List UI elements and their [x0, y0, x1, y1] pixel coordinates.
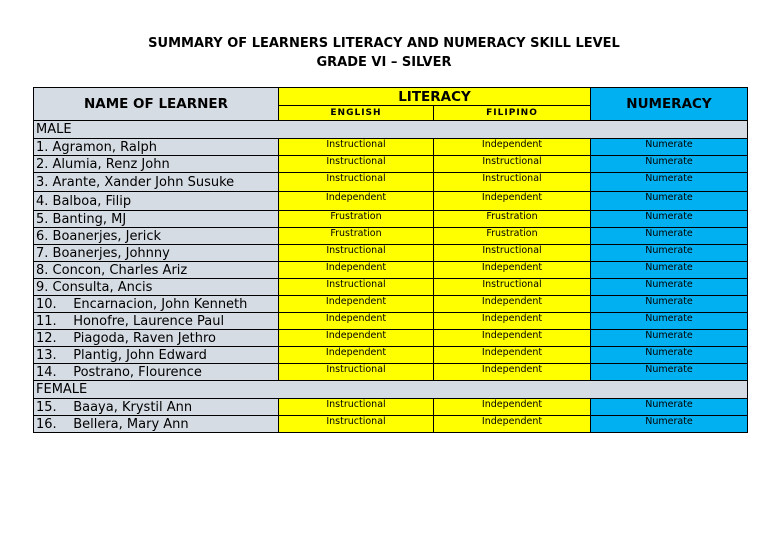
filipino-level-cell: Frustration — [434, 228, 591, 245]
filipino-level-cell: Independent — [434, 296, 591, 313]
table-row — [34, 399, 748, 416]
numeracy-level-cell: Numerate — [591, 313, 748, 330]
table-row — [34, 211, 748, 228]
summary-table — [33, 87, 748, 433]
learner-name-cell: 13. Plantig, John Edward — [34, 347, 279, 364]
english-level-cell: Instructional — [279, 279, 434, 296]
english-level-cell: Instructional — [279, 139, 434, 156]
table-row — [34, 296, 748, 313]
table-row — [34, 192, 748, 211]
table-row — [34, 245, 748, 262]
table-body — [34, 121, 748, 433]
english-level-cell: Independent — [279, 262, 434, 279]
filipino-level-cell: Frustration — [434, 211, 591, 228]
group-label: FEMALE — [34, 381, 748, 399]
numeracy-level-cell: Numerate — [591, 139, 748, 156]
learner-name-cell: 15. Baaya, Krystil Ann — [34, 399, 279, 416]
learner-name-cell: 8. Concon, Charles Ariz — [34, 262, 279, 279]
learner-name-cell: 3. Arante, Xander John Susuke — [34, 173, 279, 192]
english-level-cell: Independent — [279, 313, 434, 330]
table-row — [34, 228, 748, 245]
header-english: ENGLISH — [279, 106, 434, 121]
numeracy-level-cell: Numerate — [591, 296, 748, 313]
learner-name-cell: 9. Consulta, Ancis — [34, 279, 279, 296]
english-level-cell: Instructional — [279, 416, 434, 433]
table-row — [34, 416, 748, 433]
filipino-level-cell: Independent — [434, 399, 591, 416]
learner-name-cell: 10. Encarnacion, John Kenneth — [34, 296, 279, 313]
filipino-level-cell: Instructional — [434, 279, 591, 296]
numeracy-level-cell: Numerate — [591, 399, 748, 416]
numeracy-level-cell: Numerate — [591, 228, 748, 245]
learner-name-cell: 14. Postrano, Flourence — [34, 364, 279, 381]
table-row — [34, 156, 748, 173]
numeracy-level-cell: Numerate — [591, 330, 748, 347]
table-row — [34, 279, 748, 296]
table-row — [34, 330, 748, 347]
numeracy-level-cell: Numerate — [591, 192, 748, 211]
filipino-level-cell: Independent — [434, 364, 591, 381]
english-level-cell: Independent — [279, 347, 434, 364]
filipino-level-cell: Independent — [434, 313, 591, 330]
table-row — [34, 173, 748, 192]
learner-name-cell: 7. Boanerjes, Johnny — [34, 245, 279, 262]
header-name-of-learner: NAME OF LEARNER — [34, 88, 279, 121]
english-level-cell: Instructional — [279, 156, 434, 173]
learner-name-cell: 16. Bellera, Mary Ann — [34, 416, 279, 433]
learner-name-cell: 4. Balboa, Filip — [34, 192, 279, 211]
numeracy-level-cell: Numerate — [591, 416, 748, 433]
filipino-level-cell: Independent — [434, 139, 591, 156]
english-level-cell: Frustration — [279, 211, 434, 228]
numeracy-level-cell: Numerate — [591, 173, 748, 192]
numeracy-level-cell: Numerate — [591, 156, 748, 173]
table-row — [34, 313, 748, 330]
table-row — [34, 262, 748, 279]
learner-name-cell: 5. Banting, MJ — [34, 211, 279, 228]
table-row — [34, 364, 748, 381]
filipino-level-cell: Independent — [434, 262, 591, 279]
numeracy-level-cell: Numerate — [591, 262, 748, 279]
document-title: SUMMARY OF LEARNERS LITERACY AND NUMERACY SKILL LEVEL — [148, 36, 620, 51]
table-row — [34, 139, 748, 156]
document-subtitle: GRADE VI – SILVER — [316, 55, 452, 70]
english-level-cell: Independent — [279, 330, 434, 347]
numeracy-level-cell: Numerate — [591, 279, 748, 296]
filipino-level-cell: Instructional — [434, 245, 591, 262]
english-level-cell: Independent — [279, 296, 434, 313]
learner-name-cell: 2. Alumia, Renz John — [34, 156, 279, 173]
learner-name-cell: 6. Boanerjes, Jerick — [34, 228, 279, 245]
header-literacy: LITERACY — [279, 88, 591, 106]
english-level-cell: Frustration — [279, 228, 434, 245]
header-filipino: FILIPINO — [434, 106, 591, 121]
filipino-level-cell: Independent — [434, 347, 591, 364]
english-level-cell: Instructional — [279, 173, 434, 192]
english-level-cell: Independent — [279, 192, 434, 211]
filipino-level-cell: Independent — [434, 330, 591, 347]
english-level-cell: Instructional — [279, 364, 434, 381]
filipino-level-cell: Instructional — [434, 156, 591, 173]
numeracy-level-cell: Numerate — [591, 211, 748, 228]
header-numeracy: NUMERACY — [591, 88, 748, 121]
numeracy-level-cell: Numerate — [591, 364, 748, 381]
filipino-level-cell: Independent — [434, 416, 591, 433]
filipino-level-cell: Independent — [434, 192, 591, 211]
numeracy-level-cell: Numerate — [591, 347, 748, 364]
learner-name-cell: 12. Piagoda, Raven Jethro — [34, 330, 279, 347]
learner-name-cell: 1. Agramon, Ralph — [34, 139, 279, 156]
group-header-row — [34, 381, 748, 399]
learner-name-cell: 11. Honofre, Laurence Paul — [34, 313, 279, 330]
group-header-row — [34, 121, 748, 139]
group-label: MALE — [34, 121, 748, 139]
numeracy-level-cell: Numerate — [591, 245, 748, 262]
table-row — [34, 347, 748, 364]
filipino-level-cell: Instructional — [434, 173, 591, 192]
english-level-cell: Instructional — [279, 245, 434, 262]
english-level-cell: Instructional — [279, 399, 434, 416]
